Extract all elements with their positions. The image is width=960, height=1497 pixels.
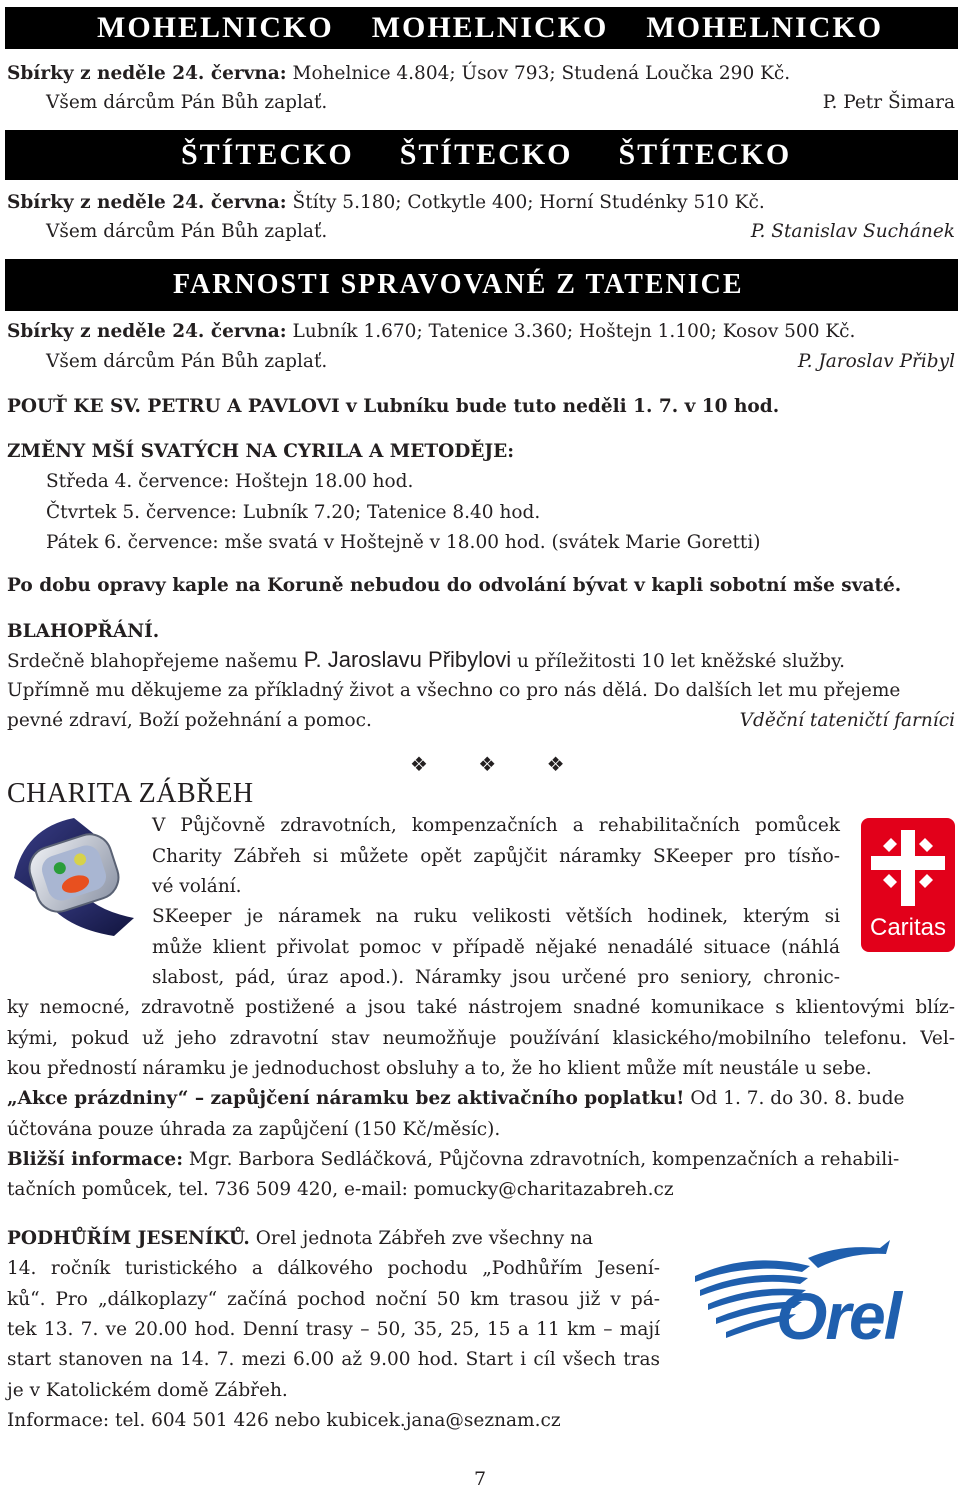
charita-info-line (7, 1148, 955, 1172)
page-number: 7 (473, 1468, 487, 1490)
blessing-heading: BLAHOPŘÁNÍ. (7, 621, 160, 642)
caritas-logo (861, 818, 955, 952)
change-item: Čtvrtek 5. července: Lubník 7.20; Tatenice 8.40 hod. (46, 502, 541, 523)
charita-info-label: Bližší informace: (7, 1149, 184, 1170)
charita-paragraph-line: může klient přivolat pomoc v případě nějaké nenadálé situace (náhlá (152, 937, 840, 958)
blessing-name: P. Jaroslavu Přibylovi (303, 647, 512, 672)
blessing-text: Srdečně blahopřejeme našemu (7, 651, 298, 672)
band-title: MOHELNICKO (371, 11, 609, 44)
change-item: Středa 4. července: Hoštejn 18.00 hod. (46, 471, 414, 492)
pout-announcement: POUŤ KE SV. PETRU A PAVLOVI v Lubníku bude tuto neděli 1. 7. v 10 hod. (7, 396, 780, 417)
collections-line (7, 320, 955, 344)
band-title: ŠTÍTECKO (181, 138, 354, 171)
priest-name: P. Jaroslav Přibyl (797, 351, 955, 372)
podhurim-line: 14. ročník turistického a dálkového pochodu „Podhůřím Jesení- (7, 1258, 660, 1279)
charita-paragraph-line: V Půjčovně zdravotních, kompenzačních a rehabilitačních pomůcek (152, 815, 840, 836)
orel-logo (690, 1236, 940, 1386)
blessing-line: pevné zdraví, Boží požehnání a pomoc. (7, 710, 372, 731)
charita-paragraph-line: kou předností náramku je jednoduchost obsluhy a to, že ho klient může mít neustále u sebe. (7, 1058, 872, 1079)
podhurim-text: Orel jednota Zábřeh zve všechny na (255, 1228, 594, 1249)
charita-akce-line (7, 1087, 955, 1111)
caritas-cross-icon (861, 818, 955, 918)
charita-akce-text: Od 1. 7. do 30. 8. bude (690, 1088, 905, 1109)
podhurim-line (7, 1227, 660, 1251)
podhurim-line: je v Katolickém domě Zábřeh. (7, 1380, 288, 1401)
priest-name: P. Petr Šimara (822, 92, 955, 113)
korun-notice: Po dobu opravy kaple na Koruně nebudou do odvolání bývat v kapli sobotní mše svaté. (7, 575, 902, 596)
skeeper-wristband-image (4, 808, 144, 943)
blessing-signature: Vděční tateničtí farníci (739, 710, 955, 731)
orel-logo-text: Orel (776, 1279, 901, 1353)
charita-heading: CHARITA ZÁBŘEH (7, 778, 254, 809)
podhurim-line: tek 13. 7. ve 20.00 hod. Denní trasy – 50, 35, 25, 15 a 11 km – mají (7, 1319, 660, 1340)
blessing-line: Upřímně mu děkujeme za příkladný život a všechno co pro nás dělá. Do dalších let mu přejeme (7, 680, 901, 701)
thanks-text: Všem dárcům Pán Bůh zaplať. (46, 221, 328, 242)
collections-line (7, 191, 955, 215)
collections-label: Sbírky z neděle 24. června: (7, 321, 287, 342)
collections-label: Sbírky z neděle 24. června: (7, 63, 287, 84)
thanks-text: Všem dárcům Pán Bůh zaplať. (46, 351, 328, 372)
band-title: ŠTÍTECKO (618, 138, 792, 171)
charita-info-line: tačních pomůcek, tel. 736 509 420, e-mail: pomucky@charitazabreh.cz (7, 1179, 674, 1200)
collections-text: Mohelnice 4.804; Úsov 793; Studená Loučka 290 Kč. (292, 63, 791, 84)
blessing-text: u příležitosti 10 let kněžské služby. (517, 651, 846, 672)
ornament-divider: ❖ ❖ ❖ (410, 752, 587, 776)
priest-name: P. Stanislav Suchánek (750, 221, 955, 242)
charita-akce-line: účtována pouze úhrada za zapůjčení (150 Kč/měsíc). (7, 1119, 501, 1140)
blessing-line (7, 648, 955, 674)
charita-paragraph-line: vé volání. (152, 876, 242, 897)
caritas-logo-text: Caritas (869, 914, 947, 941)
podhurim-line: start stanoven na 14. 7. mezi 6.00 až 9.00 hod. Start i cíl všech tras (7, 1349, 660, 1370)
charita-paragraph-line: kými, pokud už jeho zdravotní stav neumožňuje používání klasického/mobilního telefonu. Vel- (7, 1028, 955, 1049)
charita-paragraph-line: ky nemocné, zdravotně postižené a jsou také nástrojem snadné komunikace s klientovými blíz- (7, 997, 955, 1018)
podhurim-line: ků“. Pro „dálkoplazy“ začíná pochod noční 50 km trasou již v pá- (7, 1289, 660, 1310)
change-item: Pátek 6. července: mše svatá v Hoštejně v 18.00 hod. (svátek Marie Goretti) (46, 532, 761, 553)
band-title: MOHELNICKO (646, 11, 884, 44)
charita-paragraph-line: SKeeper je náramek na ruku velikosti větších hodinek, kterým si (152, 906, 840, 927)
section-band-tatenice (5, 259, 958, 311)
collections-text: Lubník 1.670; Tatenice 3.360; Hoštejn 1.100; Kosov 500 Kč. (292, 321, 856, 342)
collections-line (7, 62, 955, 86)
charita-paragraph-line: Charity Zábřeh si můžete opět zapůjčit náramky SKeeper pro tísňo- (152, 846, 840, 867)
collections-text: Štíty 5.180; Cotkytle 400; Horní Studénky 510 Kč. (292, 192, 765, 213)
band-title: ŠTÍTECKO (399, 138, 573, 171)
podhurim-info: Informace: tel. 604 501 426 nebo kubicek.jana@seznam.cz (7, 1410, 561, 1431)
section-band-stitecko (5, 130, 958, 180)
changes-heading: ZMĚNY MŠÍ SVATÝCH NA CYRILA A METODĚJE: (7, 441, 515, 462)
podhurim-heading: PODHŮŘÍM JESENÍKŮ. (7, 1228, 250, 1249)
collections-label: Sbírky z neděle 24. června: (7, 192, 287, 213)
band-title: MOHELNICKO (97, 11, 334, 44)
section-band-mohelnicko (5, 7, 958, 49)
charita-akce-bold: „Akce prázdniny“ – zapůjčení náramku bez aktivačního poplatku! (7, 1088, 685, 1109)
charita-info-text: Mgr. Barbora Sedláčková, Půjčovna zdravotních, kompenzačních a rehabili- (188, 1149, 900, 1170)
thanks-text: Všem dárcům Pán Bůh zaplať. (46, 92, 328, 113)
charita-paragraph-line: slabost, pád, úraz apod.). Náramky jsou určené pro seniory, chronic- (152, 967, 840, 988)
band-title: FARNOSTI SPRAVOVANÉ Z TATENICE (173, 269, 744, 300)
